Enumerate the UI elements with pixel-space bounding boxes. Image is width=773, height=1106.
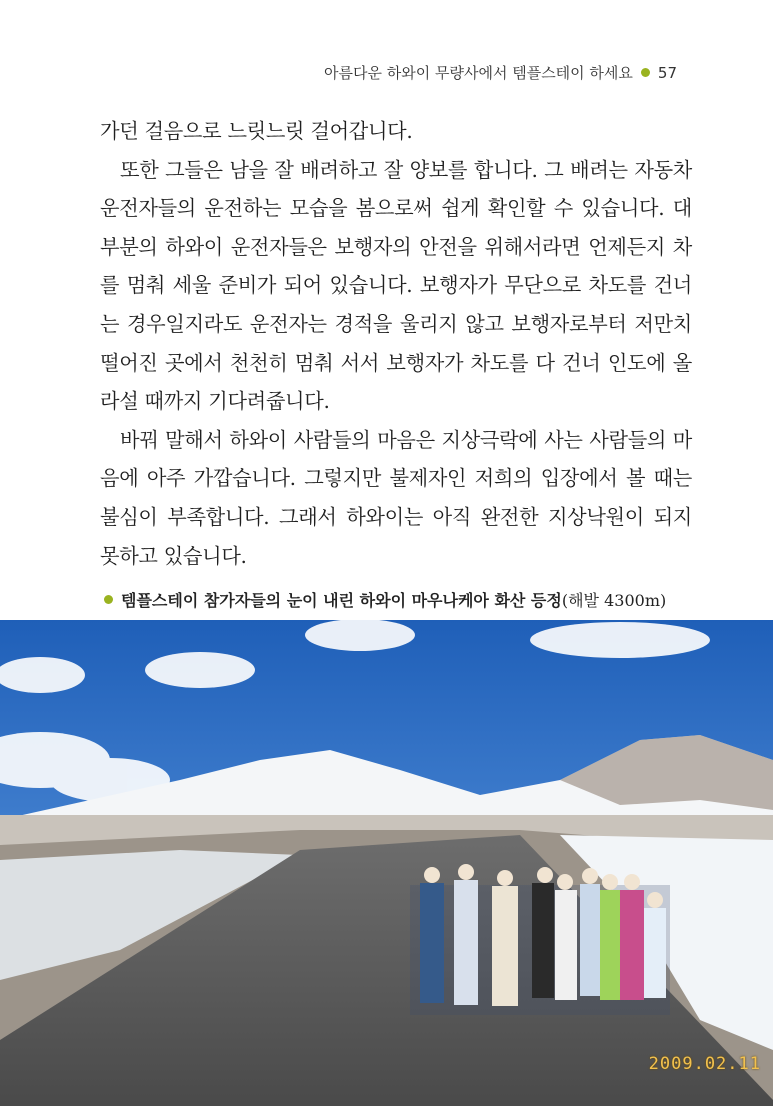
paragraph-3: 바꿔 말해서 하와이 사람들의 마음은 지상극락에 사는 사람들의 마음에 아주 가깝습니다. 그렇지만 불제자인 저희의 입장에서 볼 때는 불심이 부족합니다. 그래서 하와이는 아직 완전한 지상낙원이 되지 못하고 있습니다. bbox=[100, 427, 692, 568]
photo-caption bbox=[104, 588, 704, 611]
running-header bbox=[324, 62, 677, 83]
running-header-title: 아름다운 하와이 무량사에서 템플스테이 하세요 bbox=[324, 64, 633, 82]
page-number: 57 bbox=[657, 63, 677, 82]
caption-text: 템플스테이 참가자들의 눈이 내린 하와이 마우나케아 화산 등정 bbox=[121, 591, 562, 610]
mauna-kea-illustration bbox=[0, 620, 773, 1106]
paragraph-1: 가던 걸음으로 느릿느릿 걸어갑니다. bbox=[100, 119, 413, 143]
caption-altitude: (해발 4300m) bbox=[561, 591, 667, 610]
paragraph-2: 또한 그들은 남을 잘 배려하고 잘 양보를 합니다. 그 배려는 자동차 운전자들의 운전하는 모습을 봄으로써 쉽게 확인할 수 있습니다. 대부분의 하와이 운전자들은 보행자의 안전을 위해서라면 언제든지 차를 멈춰 세울 준비가 되어 있습니다. 보행자가 무단으로 차도를 건너는 경우일지라도 운전자는 경적을 울리지 않고 보행자로부터 저만치 떨어진 곳에서 천천히 멈춰 서서 보행자가 차도를 다 건너 인도에 올라설 때까지 기다려줍니다. bbox=[100, 157, 692, 414]
mauna-kea-photo bbox=[0, 620, 773, 1106]
caption-bullet-icon bbox=[104, 595, 113, 604]
photo-date-stamp: 2009.02.11 bbox=[648, 1054, 761, 1074]
body-text bbox=[100, 112, 692, 575]
bullet-dot-icon bbox=[641, 68, 650, 77]
group-of-people bbox=[410, 864, 670, 1015]
